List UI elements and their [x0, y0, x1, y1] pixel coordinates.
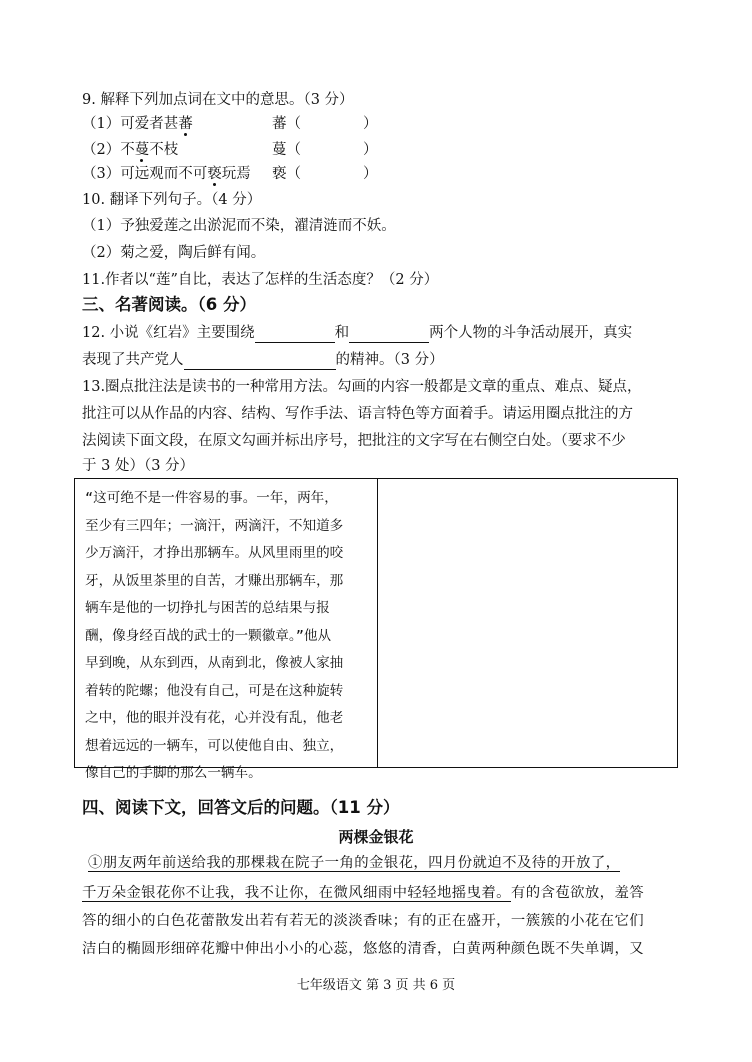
- q9-item-1-answer: [272, 114, 378, 134]
- section-3-heading: 三、名著阅读。（6 分）: [82, 295, 256, 314]
- q9-item-2-num: （2）: [82, 142, 121, 158]
- q9-item-1: [82, 114, 193, 134]
- q12-blank-2[interactable]: [349, 326, 429, 343]
- excerpt-line: 想着远远的一辆车，可以使他自由、独立，: [85, 737, 344, 754]
- essay-underlined-1: ①朋友两年前送给我的那棵栽在院子一角的金银花，四月份就迫不及待的开放了，: [88, 855, 621, 871]
- q13-line-1: 13.圈点批注法是读书的一种常用方法。勾画的内容一般都是文章的重点、难点、疑点，: [82, 379, 642, 395]
- q9-item-3-dotted: 亵: [207, 166, 222, 182]
- q9-item-3-num: （3）: [82, 166, 121, 182]
- q12-blank-1[interactable]: [255, 326, 335, 343]
- excerpt-line: 少万滴汗，才挣出那辆车。从风里雨里的咬: [85, 545, 344, 561]
- q10-sentence-2: （2）菊之爱，陶后鲜有闻。: [82, 245, 266, 261]
- q9-stem: 9. 解释下列加点词在文中的意思。（3 分）: [82, 92, 354, 108]
- q12-text-4: 表现了共产党人: [82, 352, 184, 368]
- q9-item-1-dotted: 蕃: [178, 116, 193, 132]
- q9-item-3-word: 亵（: [272, 166, 301, 182]
- q9-item-1-num: （1）: [82, 116, 121, 132]
- q12-line-2: [82, 350, 444, 370]
- essay-line-2: [82, 878, 644, 908]
- q9-item-1-close: ）: [363, 116, 378, 132]
- excerpt-line: “这可绝不是一件容易的事。一年，两年，: [85, 490, 338, 506]
- q12-text-3: 两个人物的斗争活动展开，真实: [429, 325, 633, 341]
- annotation-space[interactable]: [378, 479, 677, 767]
- q12-text-5: 的精神。（3 分）: [335, 352, 444, 368]
- essay-line-1: [88, 848, 620, 878]
- q9-item-3-pre: 可远观而不可: [120, 166, 208, 182]
- q9-item-3-post: 玩焉: [221, 166, 251, 182]
- q9-item-2-close: ）: [363, 142, 378, 158]
- q9-item-2-answer: [272, 140, 378, 160]
- excerpt-line: 像自己的手脚的那么一辆车。: [85, 765, 262, 781]
- section-4-heading: 四、阅读下文，回答文后的问题。（11 分）: [82, 798, 400, 817]
- essay-line-4: 洁白的椭圆形细碎花瓣中伸出小小的心蕊，悠悠的清香，白黄两种颜色既不失单调，又: [82, 941, 645, 957]
- q9-item-2-post: 不枝: [149, 142, 179, 158]
- excerpt-line: 早到晚，从东到西，从南到北，像被人家抽: [85, 655, 344, 671]
- q9-item-3: [82, 164, 251, 184]
- essay-underlined-2: 千万朵金银花你不让我，我不让你，在微风细雨中轻轻地摇曳着。: [82, 885, 511, 901]
- q13-line-3: 法阅读下面文段，在原文勾画并标出序号，把批注的文字写在右侧空白处。（要求不少: [82, 433, 626, 449]
- q12-line-1: [82, 323, 632, 343]
- excerpt-line: 至少有三四年；一滴汗，两滴汗，不知道多: [85, 517, 344, 534]
- excerpt-line: 着转的陀螺；他没有自己，可是在这种旋转: [85, 682, 344, 699]
- essay-title: 两棵金银花: [338, 828, 414, 846]
- excerpt-line: 之中，他的眼并没有花，心并没有乱，他老: [85, 710, 344, 726]
- q9-item-2-word: 蔓（: [272, 142, 301, 158]
- q10-sentence-1: （1）予独爱莲之出淤泥而不染，濯清涟而不妖。: [82, 218, 396, 234]
- annotation-table: [74, 478, 678, 781]
- q9-item-1-word: 蕃（: [272, 116, 301, 132]
- q9-item-2-dotted: 蔓: [134, 142, 150, 158]
- q9-item-3-answer: [272, 164, 378, 184]
- q9-item-3-close: ）: [363, 166, 378, 182]
- q13-line-2: 批注可以从作品的内容、结构、写作手法、语言特色等方面着手。请运用圈点批注的方: [82, 406, 633, 422]
- q9-item-2-pre: 不: [120, 142, 135, 158]
- essay-line-2-rest: 有的含苞欲放，羞答: [510, 885, 645, 901]
- q12-blank-3[interactable]: [184, 353, 336, 370]
- q12-text-2: 和: [334, 325, 350, 341]
- q11-stem: 11.作者以“莲”自比，表达了怎样的生活态度？（2 分）: [82, 272, 439, 288]
- q10-stem: 10. 翻译下列句子。（4 分）: [82, 192, 262, 208]
- excerpt-line: 酬，像身经百战的武士的一颗徽章。”他从: [85, 627, 332, 644]
- q12-text-1: 12. 小说《红岩》主要围绕: [82, 325, 255, 341]
- excerpt-text: [85, 485, 377, 788]
- q13-line-4: 于 3 处）（3 分）: [82, 458, 195, 474]
- q9-item-2: [82, 140, 178, 160]
- excerpt-line: 辆车是他的一切挣扎与困苦的总结果与报: [85, 600, 330, 616]
- q9-item-1-pre: 可爱者甚: [120, 116, 179, 132]
- page-footer: 七年级语文 第 3 页 共 6 页: [296, 978, 456, 993]
- essay-line-3: 答的细小的白色花蕾散发出若有若无的淡淡香味；有的正在盛开，一簇簇的小花在它们: [82, 913, 645, 929]
- excerpt-line: 牙，从饭里茶里的自苦，才赚出那辆车，那: [85, 572, 344, 589]
